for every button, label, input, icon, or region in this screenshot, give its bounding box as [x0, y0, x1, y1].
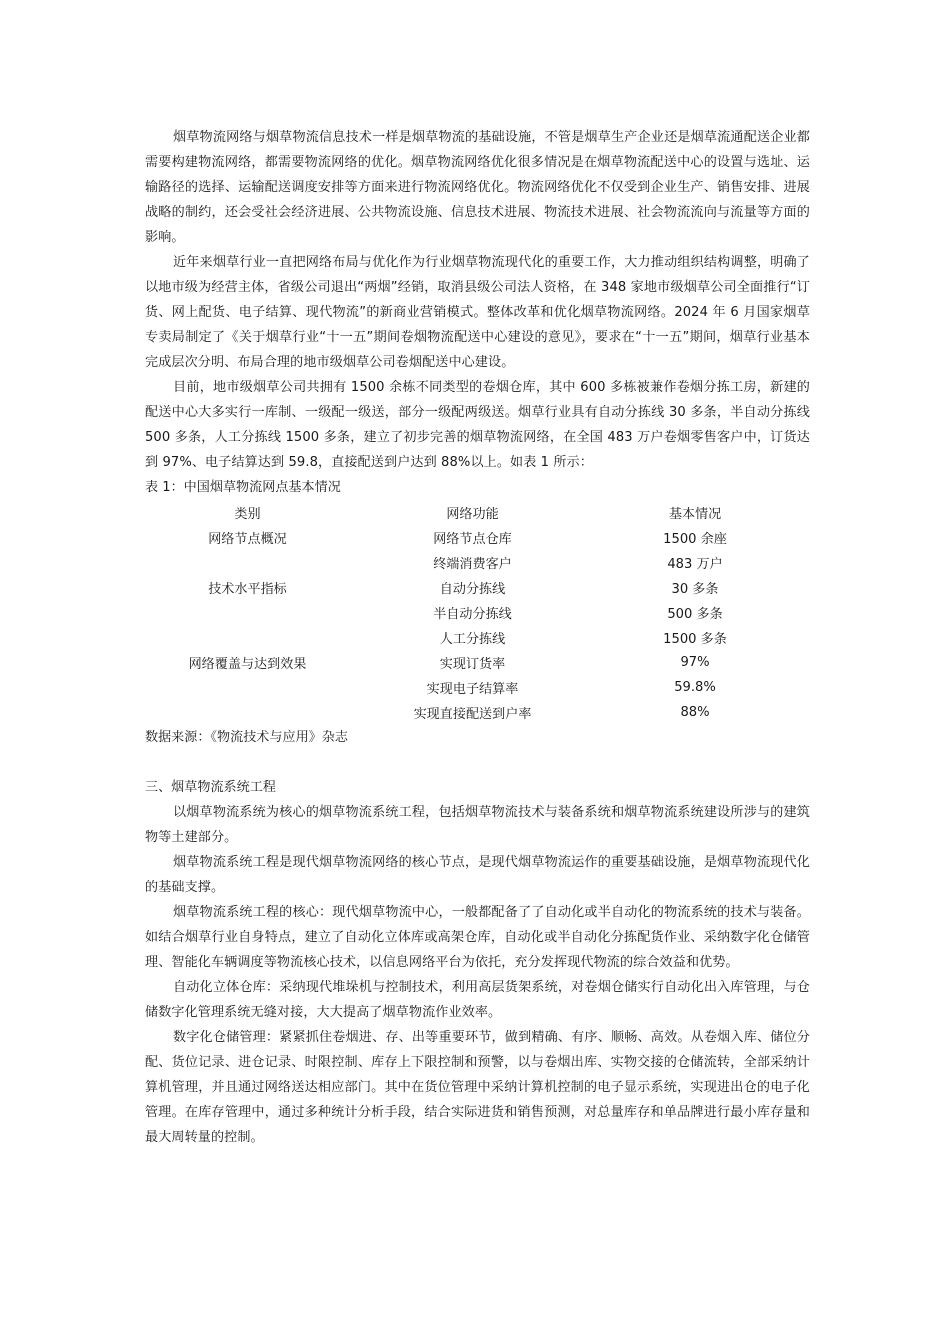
table-cell: 1500 余座 [663, 532, 727, 547]
paragraph: 目前，地市级烟草公司共拥有 1500 余栋不同类型的卷烟仓库，其中 600 多栋被兼作卷烟分拣工房，新建的配送中心大多实行一库制、一级配一级送，部分一级配两级送。烟草行业具有自动分拣线 30 多条，半自动分拣线 500 多条，人工分拣线 1500 多条，建立了初步完善的烟草物流网络，在全国 483 万户卷烟零售客户中，订货达到 97%、电子结算达到 59.8，直接配送到户达到 88%以上。如表 1 所示： [145, 380, 810, 470]
paragraph: 以烟草物流系统为核心的烟草物流系统工程，包括烟草物流技术与装备系统和烟草物流系统建设所涉与的建筑物等土建部分。 [145, 805, 810, 845]
table-cell: 自动分拣线 [439, 582, 506, 597]
paragraph: 烟草物流网络与烟草物流信息技术一样是烟草物流的基础设施，不管是烟草生产企业还是烟草流通配送企业都需要构建物流网络，都需要物流网络的优化。烟草物流网络优化很多情况是在烟草物流配送中心的设置与选址、运输路径的选择、运输配送调度安排等方面来进行物流网络优化。物流网络优化不仅受到企业生产、销售安排、进展战略的制约，还会受社会经济进展、公共物流设施、信息技术进展、物流技术进展、社会物流流向与流量等方面的影响。 [145, 130, 810, 245]
table-cell: 实现电子结算率 [426, 682, 519, 697]
table-cell: 网络覆盖与达到效果 [188, 657, 307, 672]
table-cell: 网络节点概况 [208, 532, 287, 547]
table-row [145, 700, 795, 725]
paragraph: 烟草物流系统工程的核心：现代烟草物流中心，一般都配备了了自动化或半自动化的物流系统的技术与装备。如结合烟草行业自身特点，建立了自动化立体库或高架仓库，自动化或半自动化分拣配货作业、采纳数字化仓储管理、智能化车辆调度等物流核心技术，以信息网络平台为依托，充分发挥现代物流的综合效益和优势。 [145, 905, 810, 970]
table-cell: 88% [680, 705, 710, 720]
table-caption: 表 1：中国烟草物流网点基本情况 [145, 480, 341, 495]
header-status: 基本情况 [668, 507, 722, 522]
table-cell: 483 万户 [667, 557, 723, 572]
table-cell: 59.8% [674, 680, 716, 695]
table-cell: 网络节点仓库 [433, 532, 512, 547]
table-row [145, 575, 795, 600]
section-heading: 三、烟草物流系统工程 [145, 780, 276, 795]
table-cell: 半自动分拣线 [433, 607, 512, 622]
document-page [145, 125, 810, 1150]
header-function: 网络功能 [446, 507, 499, 522]
table-row [145, 675, 795, 700]
paragraph: 烟草物流系统工程是现代烟草物流网络的核心节点，是现代烟草物流运作的重要基础设施，是烟草物流现代化的基础支撑。 [145, 855, 810, 895]
table-cell: 实现直接配送到户率 [413, 707, 532, 722]
paragraph: 数字化仓储管理：紧紧抓住卷烟进、存、出等重要环节，做到精确、有序、顺畅、高效。从卷烟入库、储位分配、货位记录、进仓记录、时限控制、库存上下限控制和预警，以与卷烟出库、实物交接的仓储流转，全部采纳计算机管理，并且通过网络送达相应部门。其中在货位管理中采纳计算机控制的电子显示系统，实现进出仓的电子化管理。在库存管理中，通过多种统计分析手段，结合实际进货和销售预测，对总量库存和单品牌进行最小库存量和最大周转量的控制。 [145, 1030, 810, 1145]
table-cell: 人工分拣线 [439, 632, 506, 647]
table-cell [145, 550, 350, 575]
table-row [145, 525, 795, 550]
paragraph: 近年来烟草行业一直把网络布局与优化作为行业烟草物流现代化的重要工作，大力推动组织结构调整，明确了以地市级为经营主体，省级公司退出“两烟”经销，取消县级公司法人资格，在 348 家地市级烟草公司全面推行“订货、网上配货、电子结算、现代物流”的新商业营销模式。整体改革和优化烟草物流网络。2024 年 6 月国家烟草专卖局制定了《关于烟草行业“十一五”期间卷烟物流配送中心建设的意见》，要求在“十一五”期间，烟草行业基本完成层次分明、布局合理的地市级烟草公司卷烟配送中心建设。 [145, 255, 810, 370]
table-row [145, 600, 795, 625]
table-cell: 技术水平指标 [208, 582, 287, 597]
table-row [145, 625, 795, 650]
spacer [145, 750, 810, 775]
table-cell: 30 多条 [671, 582, 719, 597]
table-cell [145, 675, 350, 700]
table-cell: 实现订货率 [439, 657, 506, 672]
table-source: 数据来源：《物流技术与应用》杂志 [145, 730, 348, 745]
paragraph: 自动化立体仓库：采纳现代堆垛机与控制技术，利用高层货架系统，对卷烟仓储实行自动化出入库管理，与仓储数字化管理系统无缝对接，大大提高了烟草物流作业效率。 [145, 980, 810, 1020]
table-cell: 终端消费客户 [433, 557, 512, 572]
table-cell [145, 600, 350, 625]
table-cell: 97% [680, 655, 710, 670]
table-row [145, 550, 795, 575]
table-cell: 500 多条 [667, 607, 723, 622]
table-row [145, 650, 795, 675]
header-category: 类别 [234, 507, 261, 522]
table-cell [145, 625, 350, 650]
table-cell: 1500 多条 [663, 632, 727, 647]
logistics-network-table [145, 500, 795, 725]
table-cell [145, 700, 350, 725]
table-header-row [145, 500, 795, 525]
